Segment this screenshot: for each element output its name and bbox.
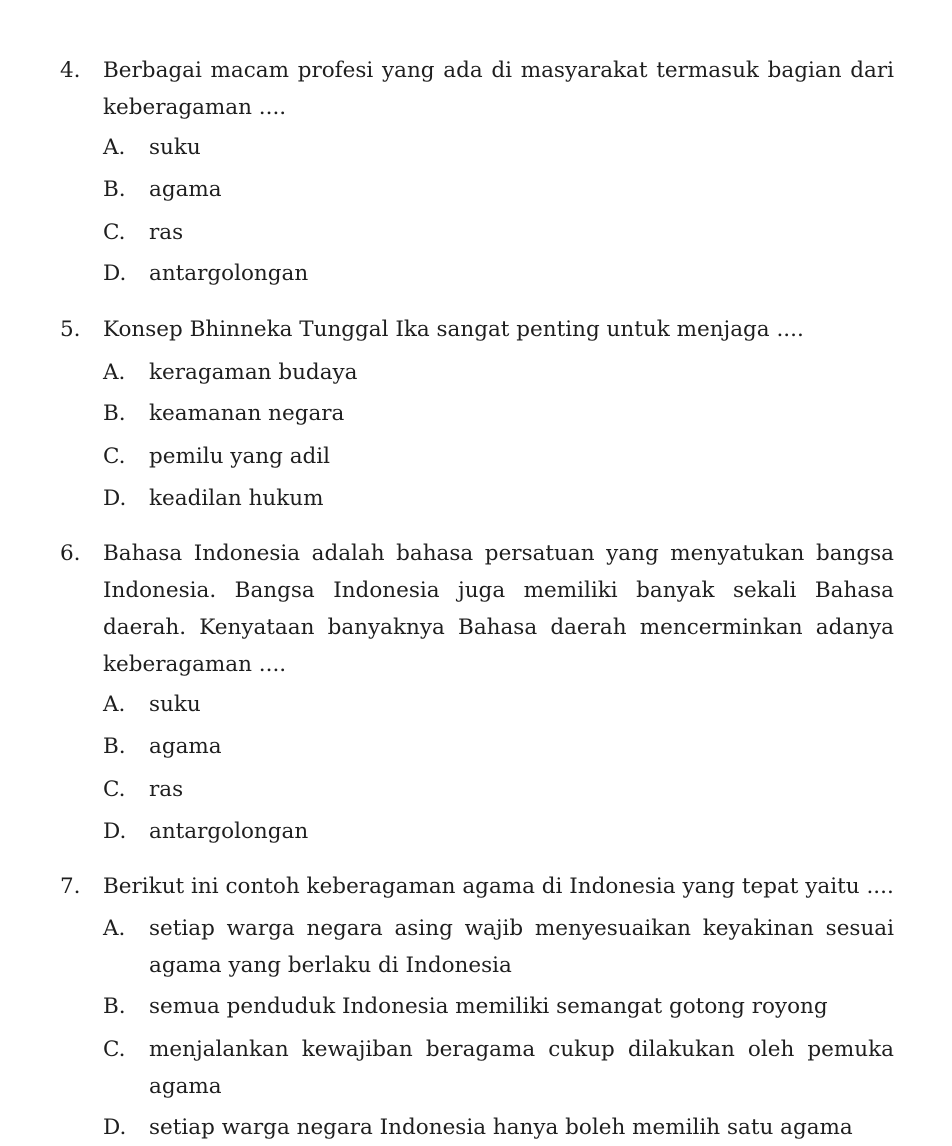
option-text: suku — [149, 692, 201, 717]
question-text-line: Bahasa Indonesia adalah bahasa persatuan yang menyatukan bangsa — [103, 541, 894, 566]
option-text: agama — [149, 1074, 222, 1099]
option-letter: D. — [103, 486, 127, 511]
option-letter: D. — [103, 1115, 127, 1140]
question-text-line: keberagaman .... — [103, 652, 287, 677]
option-letter: B. — [103, 177, 126, 202]
option-letter: D. — [103, 261, 127, 286]
option-letter: A. — [103, 360, 126, 385]
question-number: 5. — [60, 317, 81, 342]
option-text: keadilan hukum — [149, 486, 324, 511]
option-letter: A. — [103, 135, 126, 160]
option-letter: C. — [103, 1037, 126, 1062]
option-text: ras — [149, 777, 184, 802]
option-letter: C. — [103, 220, 126, 245]
option-letter: C. — [103, 777, 126, 802]
question-text-line: Konsep Bhinneka Tunggal Ika sangat penting untuk menjaga .... — [103, 317, 804, 342]
question-text-line: Indonesia. Bangsa Indonesia juga memiliki banyak sekali Bahasa — [103, 578, 894, 603]
question-text-line: Berbagai macam profesi yang ada di masyarakat termasuk bagian dari — [103, 58, 894, 83]
option-text: antargolongan — [149, 261, 309, 286]
option-text: setiap warga negara Indonesia hanya boleh memilih satu agama — [149, 1115, 853, 1140]
option-letter: A. — [103, 692, 126, 717]
option-letter: D. — [103, 819, 127, 844]
option-text: menjalankan kewajiban beragama cukup dilakukan oleh pemuka — [149, 1037, 894, 1062]
option-text: keragaman budaya — [149, 360, 358, 385]
option-letter: A. — [103, 916, 126, 941]
option-letter: B. — [103, 994, 126, 1019]
option-text: suku — [149, 135, 201, 160]
option-text: antargolongan — [149, 819, 309, 844]
question-number: 6. — [60, 541, 81, 566]
option-text: ras — [149, 220, 184, 245]
option-text: agama — [149, 177, 222, 202]
question-number: 7. — [60, 874, 81, 899]
option-letter: C. — [103, 444, 126, 469]
option-text: agama — [149, 734, 222, 759]
option-text: semua penduduk Indonesia memiliki semangat gotong royong — [149, 994, 828, 1019]
question-number: 4. — [60, 58, 81, 83]
option-text: keamanan negara — [149, 401, 345, 426]
option-text: setiap warga negara asing wajib menyesuaikan keyakinan sesuai — [149, 916, 894, 941]
option-letter: B. — [103, 401, 126, 426]
question-text-line: Berikut ini contoh keberagaman agama di Indonesia yang tepat yaitu .... — [103, 874, 894, 899]
question-text-line: daerah. Kenyataan banyaknya Bahasa daerah mencerminkan adanya — [103, 615, 894, 640]
option-text: pemilu yang adil — [149, 444, 331, 469]
option-letter: B. — [103, 734, 126, 759]
option-text: agama yang berlaku di Indonesia — [149, 953, 512, 978]
question-text-line: keberagaman .... — [103, 95, 287, 120]
